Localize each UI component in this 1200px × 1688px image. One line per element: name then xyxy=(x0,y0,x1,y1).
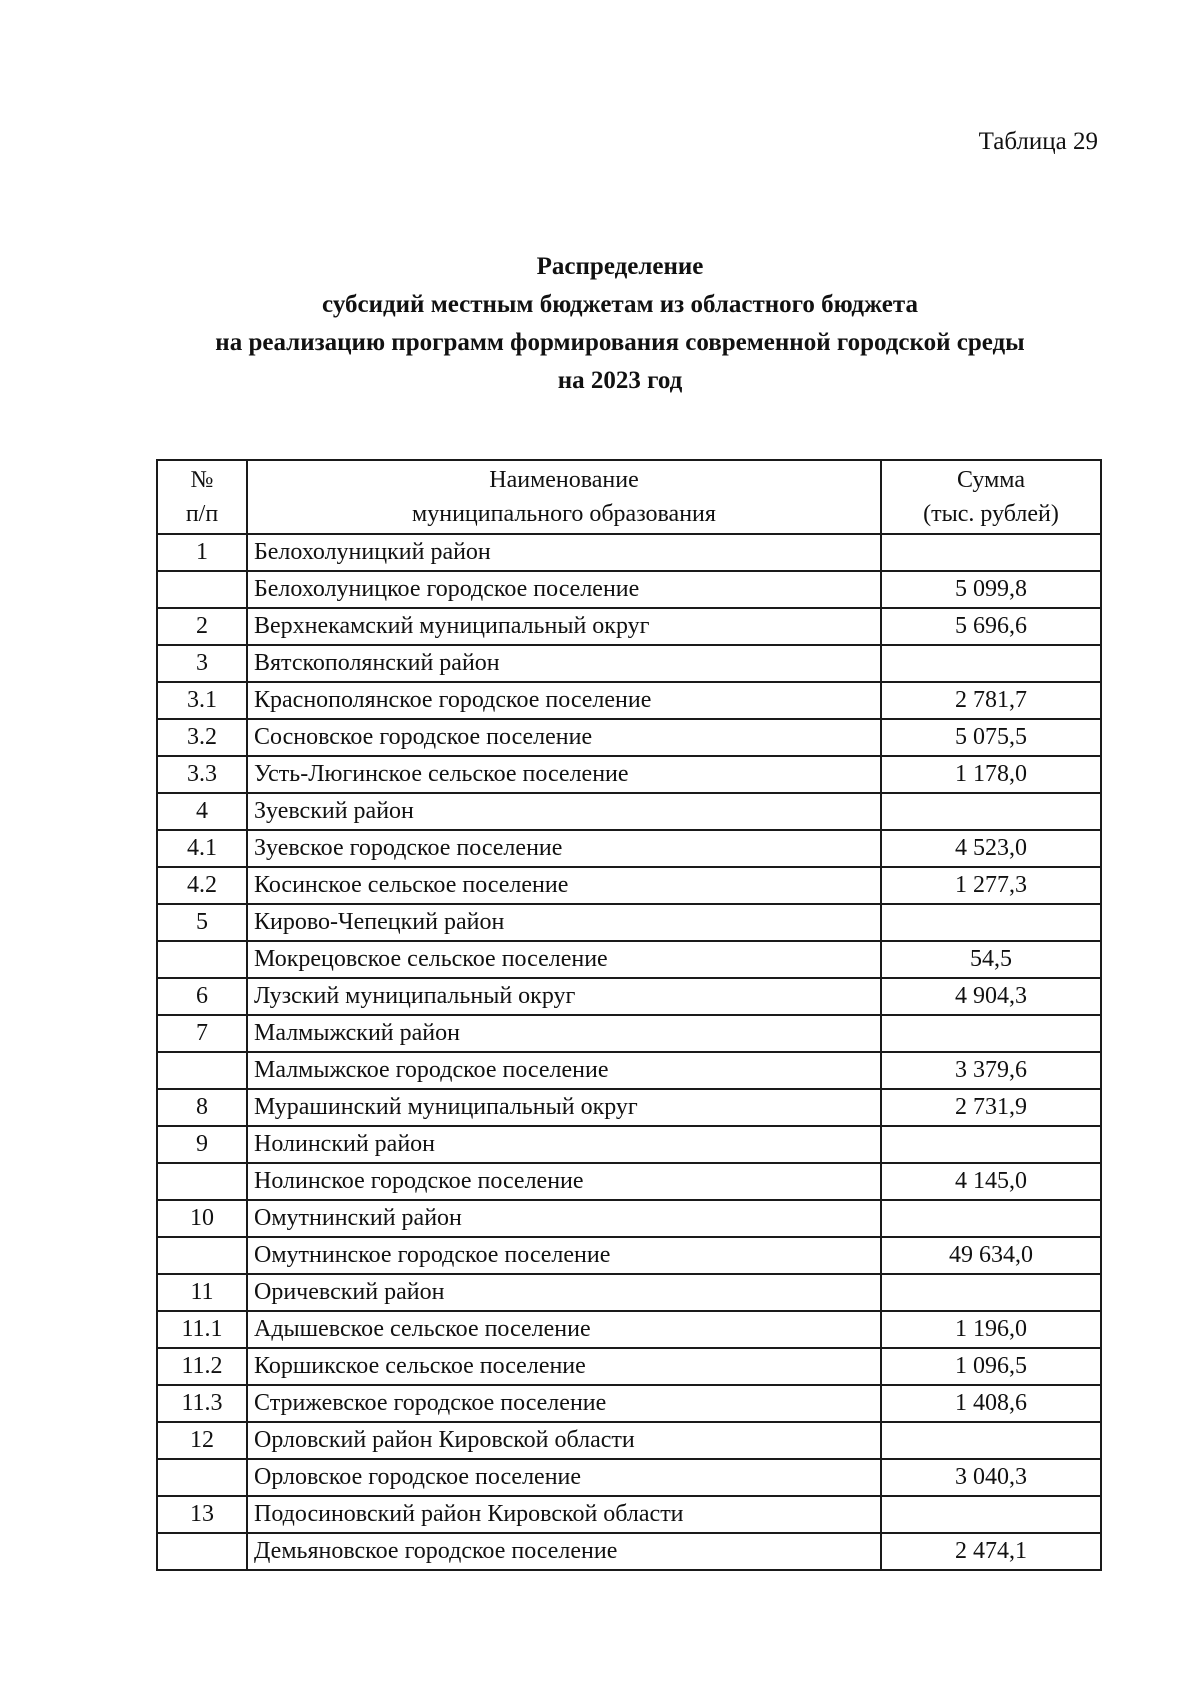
header-name-line1: Наименование xyxy=(489,467,639,493)
row-number xyxy=(157,1237,247,1274)
row-number xyxy=(157,1533,247,1570)
table-row xyxy=(157,1422,1101,1459)
row-municipality-name: Орловский район Кировской области xyxy=(247,1422,881,1459)
row-municipality-name: Стрижевское городское поселение xyxy=(247,1385,881,1422)
row-amount: 49 634,0 xyxy=(881,1237,1101,1274)
row-municipality-name: Белохолуницкое городское поселение xyxy=(247,571,881,608)
row-amount: 1 408,6 xyxy=(881,1385,1101,1422)
table-row xyxy=(157,1089,1101,1126)
table-number: Таблица 29 xyxy=(978,128,1098,155)
row-municipality-name: Усть-Люгинское сельское поселение xyxy=(247,756,881,793)
row-number: 9 xyxy=(157,1126,247,1163)
header-number-line2: п/п xyxy=(185,501,219,527)
row-number: 13 xyxy=(157,1496,247,1533)
header-sum-line1: Сумма xyxy=(957,467,1025,493)
row-amount: 5 696,6 xyxy=(881,608,1101,645)
row-amount xyxy=(881,1496,1101,1533)
row-number: 4.1 xyxy=(157,830,247,867)
row-amount: 5 099,8 xyxy=(881,571,1101,608)
row-municipality-name: Малмыжский район xyxy=(247,1015,881,1052)
table-row xyxy=(157,793,1101,830)
row-number: 6 xyxy=(157,978,247,1015)
table-row xyxy=(157,608,1101,645)
row-amount: 1 178,0 xyxy=(881,756,1101,793)
row-municipality-name: Нолинский район xyxy=(247,1126,881,1163)
row-amount: 1 096,5 xyxy=(881,1348,1101,1385)
row-amount xyxy=(881,1422,1101,1459)
table-row xyxy=(157,1348,1101,1385)
row-amount: 4 145,0 xyxy=(881,1163,1101,1200)
row-amount: 2 781,7 xyxy=(881,682,1101,719)
header-name xyxy=(247,460,881,534)
row-number: 7 xyxy=(157,1015,247,1052)
row-number: 11.2 xyxy=(157,1348,247,1385)
table-row xyxy=(157,756,1101,793)
table-row xyxy=(157,904,1101,941)
header-number-line1: № xyxy=(190,467,214,493)
table-row xyxy=(157,1200,1101,1237)
title-line: субсидий местным бюджетам из областного бюджета xyxy=(322,291,918,318)
row-amount xyxy=(881,1126,1101,1163)
subsidy-distribution-table xyxy=(156,459,1102,1571)
table-row xyxy=(157,645,1101,682)
row-amount xyxy=(881,534,1101,571)
title-line: на реализацию программ формирования современной городской среды xyxy=(215,329,1025,356)
row-number xyxy=(157,1459,247,1496)
row-amount: 54,5 xyxy=(881,941,1101,978)
header-sum-line2: (тыс. рублей) xyxy=(923,501,1059,527)
document-title xyxy=(150,248,1090,400)
table-row xyxy=(157,719,1101,756)
table-row xyxy=(157,1385,1101,1422)
row-municipality-name: Оричевский район xyxy=(247,1274,881,1311)
table-row xyxy=(157,1533,1101,1570)
row-amount xyxy=(881,645,1101,682)
table-row xyxy=(157,534,1101,571)
row-amount: 3 040,3 xyxy=(881,1459,1101,1496)
row-municipality-name: Омутнинский район xyxy=(247,1200,881,1237)
table-header-row xyxy=(157,460,1101,534)
header-number xyxy=(157,460,247,534)
row-municipality-name: Малмыжское городское поселение xyxy=(247,1052,881,1089)
table-row xyxy=(157,571,1101,608)
row-number xyxy=(157,1163,247,1200)
table-row xyxy=(157,1237,1101,1274)
table-row xyxy=(157,867,1101,904)
title-line: Распределение xyxy=(536,253,704,280)
table-row xyxy=(157,1459,1101,1496)
row-amount: 1 196,0 xyxy=(881,1311,1101,1348)
row-number: 3.3 xyxy=(157,756,247,793)
row-municipality-name: Коршикское сельское поселение xyxy=(247,1348,881,1385)
row-amount: 3 379,6 xyxy=(881,1052,1101,1089)
row-municipality-name: Косинское сельское поселение xyxy=(247,867,881,904)
row-amount xyxy=(881,1200,1101,1237)
row-number: 1 xyxy=(157,534,247,571)
row-number: 10 xyxy=(157,1200,247,1237)
row-amount: 5 075,5 xyxy=(881,719,1101,756)
row-number: 2 xyxy=(157,608,247,645)
row-amount xyxy=(881,793,1101,830)
row-amount: 2 474,1 xyxy=(881,1533,1101,1570)
row-amount: 1 277,3 xyxy=(881,867,1101,904)
row-municipality-name: Верхнекамский муниципальный округ xyxy=(247,608,881,645)
row-municipality-name: Вятскополянский район xyxy=(247,645,881,682)
row-municipality-name: Кирово-Чепецкий район xyxy=(247,904,881,941)
row-municipality-name: Нолинское городское поселение xyxy=(247,1163,881,1200)
table-row xyxy=(157,1274,1101,1311)
row-municipality-name: Омутнинское городское поселение xyxy=(247,1237,881,1274)
table-row xyxy=(157,941,1101,978)
row-amount xyxy=(881,1015,1101,1052)
row-number: 11 xyxy=(157,1274,247,1311)
row-number: 3.2 xyxy=(157,719,247,756)
title-line: на 2023 год xyxy=(557,367,683,394)
row-amount xyxy=(881,904,1101,941)
row-number: 8 xyxy=(157,1089,247,1126)
table-row xyxy=(157,1496,1101,1533)
row-amount: 4 904,3 xyxy=(881,978,1101,1015)
row-number: 3 xyxy=(157,645,247,682)
table-row xyxy=(157,1311,1101,1348)
header-name-line2: муниципального образования xyxy=(412,501,716,527)
row-number xyxy=(157,1052,247,1089)
row-municipality-name: Демьяновское городское поселение xyxy=(247,1533,881,1570)
row-municipality-name: Зуевский район xyxy=(247,793,881,830)
row-amount: 4 523,0 xyxy=(881,830,1101,867)
row-municipality-name: Мурашинский муниципальный округ xyxy=(247,1089,881,1126)
row-number: 5 xyxy=(157,904,247,941)
table-row xyxy=(157,1052,1101,1089)
row-amount: 2 731,9 xyxy=(881,1089,1101,1126)
row-number: 12 xyxy=(157,1422,247,1459)
row-number xyxy=(157,941,247,978)
row-number xyxy=(157,571,247,608)
row-number: 3.1 xyxy=(157,682,247,719)
row-municipality-name: Белохолуницкий район xyxy=(247,534,881,571)
row-municipality-name: Подосиновский район Кировской области xyxy=(247,1496,881,1533)
table-row xyxy=(157,1126,1101,1163)
row-municipality-name: Сосновское городское поселение xyxy=(247,719,881,756)
row-number: 11.1 xyxy=(157,1311,247,1348)
table-row xyxy=(157,830,1101,867)
row-municipality-name: Зуевское городское поселение xyxy=(247,830,881,867)
row-municipality-name: Краснополянское городское поселение xyxy=(247,682,881,719)
table-body xyxy=(157,534,1101,1570)
table-row xyxy=(157,682,1101,719)
row-number: 11.3 xyxy=(157,1385,247,1422)
row-municipality-name: Адышевское сельское поселение xyxy=(247,1311,881,1348)
row-number: 4.2 xyxy=(157,867,247,904)
row-municipality-name: Орловское городское поселение xyxy=(247,1459,881,1496)
table-row xyxy=(157,1015,1101,1052)
header-sum xyxy=(881,460,1101,534)
table-row xyxy=(157,1163,1101,1200)
row-number: 4 xyxy=(157,793,247,830)
row-municipality-name: Мокрецовское сельское поселение xyxy=(247,941,881,978)
table-row xyxy=(157,978,1101,1015)
row-municipality-name: Лузский муниципальный округ xyxy=(247,978,881,1015)
row-amount xyxy=(881,1274,1101,1311)
